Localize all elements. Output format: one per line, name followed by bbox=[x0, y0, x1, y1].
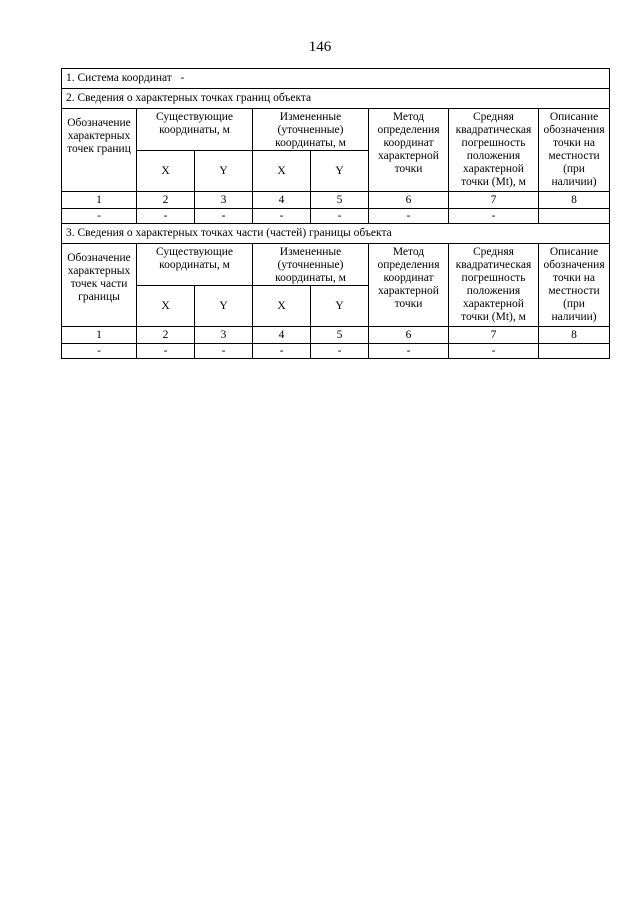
section-3-title-row bbox=[62, 224, 610, 244]
section-2-header-row bbox=[62, 109, 610, 151]
header-point-designation: Обозначение характерных точек части границы bbox=[62, 244, 137, 327]
header-existing-y: Y bbox=[195, 151, 253, 192]
coordinate-system-value: - bbox=[180, 72, 185, 84]
header-changed-y: Y bbox=[311, 286, 369, 327]
header-changed-y: Y bbox=[311, 151, 369, 192]
table-cell: - bbox=[195, 344, 253, 359]
column-number: 6 bbox=[369, 327, 449, 344]
table-cell: - bbox=[449, 344, 539, 359]
table-cell: - bbox=[369, 344, 449, 359]
column-number: 2 bbox=[137, 192, 195, 209]
section-1-table bbox=[61, 68, 610, 359]
column-number: 7 bbox=[449, 192, 539, 209]
column-number: 8 bbox=[539, 327, 610, 344]
header-changed-coordinates: Измененные (уточненные) координаты, м bbox=[253, 244, 369, 286]
column-number: 5 bbox=[311, 327, 369, 344]
table-cell: - bbox=[62, 344, 137, 359]
table-cell bbox=[539, 209, 610, 224]
header-existing-x: X bbox=[137, 151, 195, 192]
section-3-title: 3. Сведения о характерных точках части (частей) границы объекта bbox=[62, 224, 610, 244]
section-3-data-row bbox=[62, 344, 610, 359]
column-number: 4 bbox=[253, 327, 311, 344]
column-number: 1 bbox=[62, 327, 137, 344]
section-3-number-row bbox=[62, 327, 610, 344]
table-cell: - bbox=[311, 209, 369, 224]
column-number: 1 bbox=[62, 192, 137, 209]
column-number: 2 bbox=[137, 327, 195, 344]
section-2-number-row bbox=[62, 192, 610, 209]
header-method: Метод определения координат характерной точки bbox=[369, 244, 449, 327]
header-changed-x: X bbox=[253, 286, 311, 327]
column-number: 3 bbox=[195, 192, 253, 209]
header-existing-coordinates: Существующие координаты, м bbox=[137, 109, 253, 151]
section-2-data-row bbox=[62, 209, 610, 224]
coordinate-system-row bbox=[62, 69, 610, 89]
header-mean-error: Средняя квадратическая погрешность положения характерной точки (Mt), м bbox=[449, 244, 539, 327]
coordinate-system-cell bbox=[62, 69, 610, 89]
table-cell: - bbox=[311, 344, 369, 359]
header-point-designation: Обозначение характерных точек границ bbox=[62, 109, 137, 192]
column-number: 6 bbox=[369, 192, 449, 209]
table-cell: - bbox=[369, 209, 449, 224]
header-description: Описание обозначения точки на местности (при наличии) bbox=[539, 109, 610, 192]
document-body bbox=[61, 68, 609, 359]
header-changed-coordinates: Измененные (уточненные) координаты, м bbox=[253, 109, 369, 151]
header-existing-y: Y bbox=[195, 286, 253, 327]
table-cell: - bbox=[253, 209, 311, 224]
table-cell bbox=[539, 344, 610, 359]
section-2-title: 2. Сведения о характерных точках границ объекта bbox=[62, 89, 610, 109]
table-cell: - bbox=[137, 344, 195, 359]
table-cell: - bbox=[62, 209, 137, 224]
header-mean-error: Средняя квадратическая погрешность положения характерной точки (Mt), м bbox=[449, 109, 539, 192]
column-number: 5 bbox=[311, 192, 369, 209]
header-existing-coordinates: Существующие координаты, м bbox=[137, 244, 253, 286]
table-cell: - bbox=[449, 209, 539, 224]
header-changed-x: X bbox=[253, 151, 311, 192]
column-number: 3 bbox=[195, 327, 253, 344]
column-number: 4 bbox=[253, 192, 311, 209]
header-method: Метод определения координат характерной точки bbox=[369, 109, 449, 192]
header-description: Описание обозначения точки на местности (при наличии) bbox=[539, 244, 610, 327]
column-number: 8 bbox=[539, 192, 610, 209]
table-cell: - bbox=[137, 209, 195, 224]
table-cell: - bbox=[195, 209, 253, 224]
page-number: 146 bbox=[308, 39, 332, 55]
header-existing-x: X bbox=[137, 286, 195, 327]
coordinate-system-label: 1. Система координат bbox=[66, 72, 172, 84]
table-cell: - bbox=[253, 344, 311, 359]
section-3-header-row bbox=[62, 244, 610, 286]
section-2-title-row bbox=[62, 89, 610, 109]
column-number: 7 bbox=[449, 327, 539, 344]
